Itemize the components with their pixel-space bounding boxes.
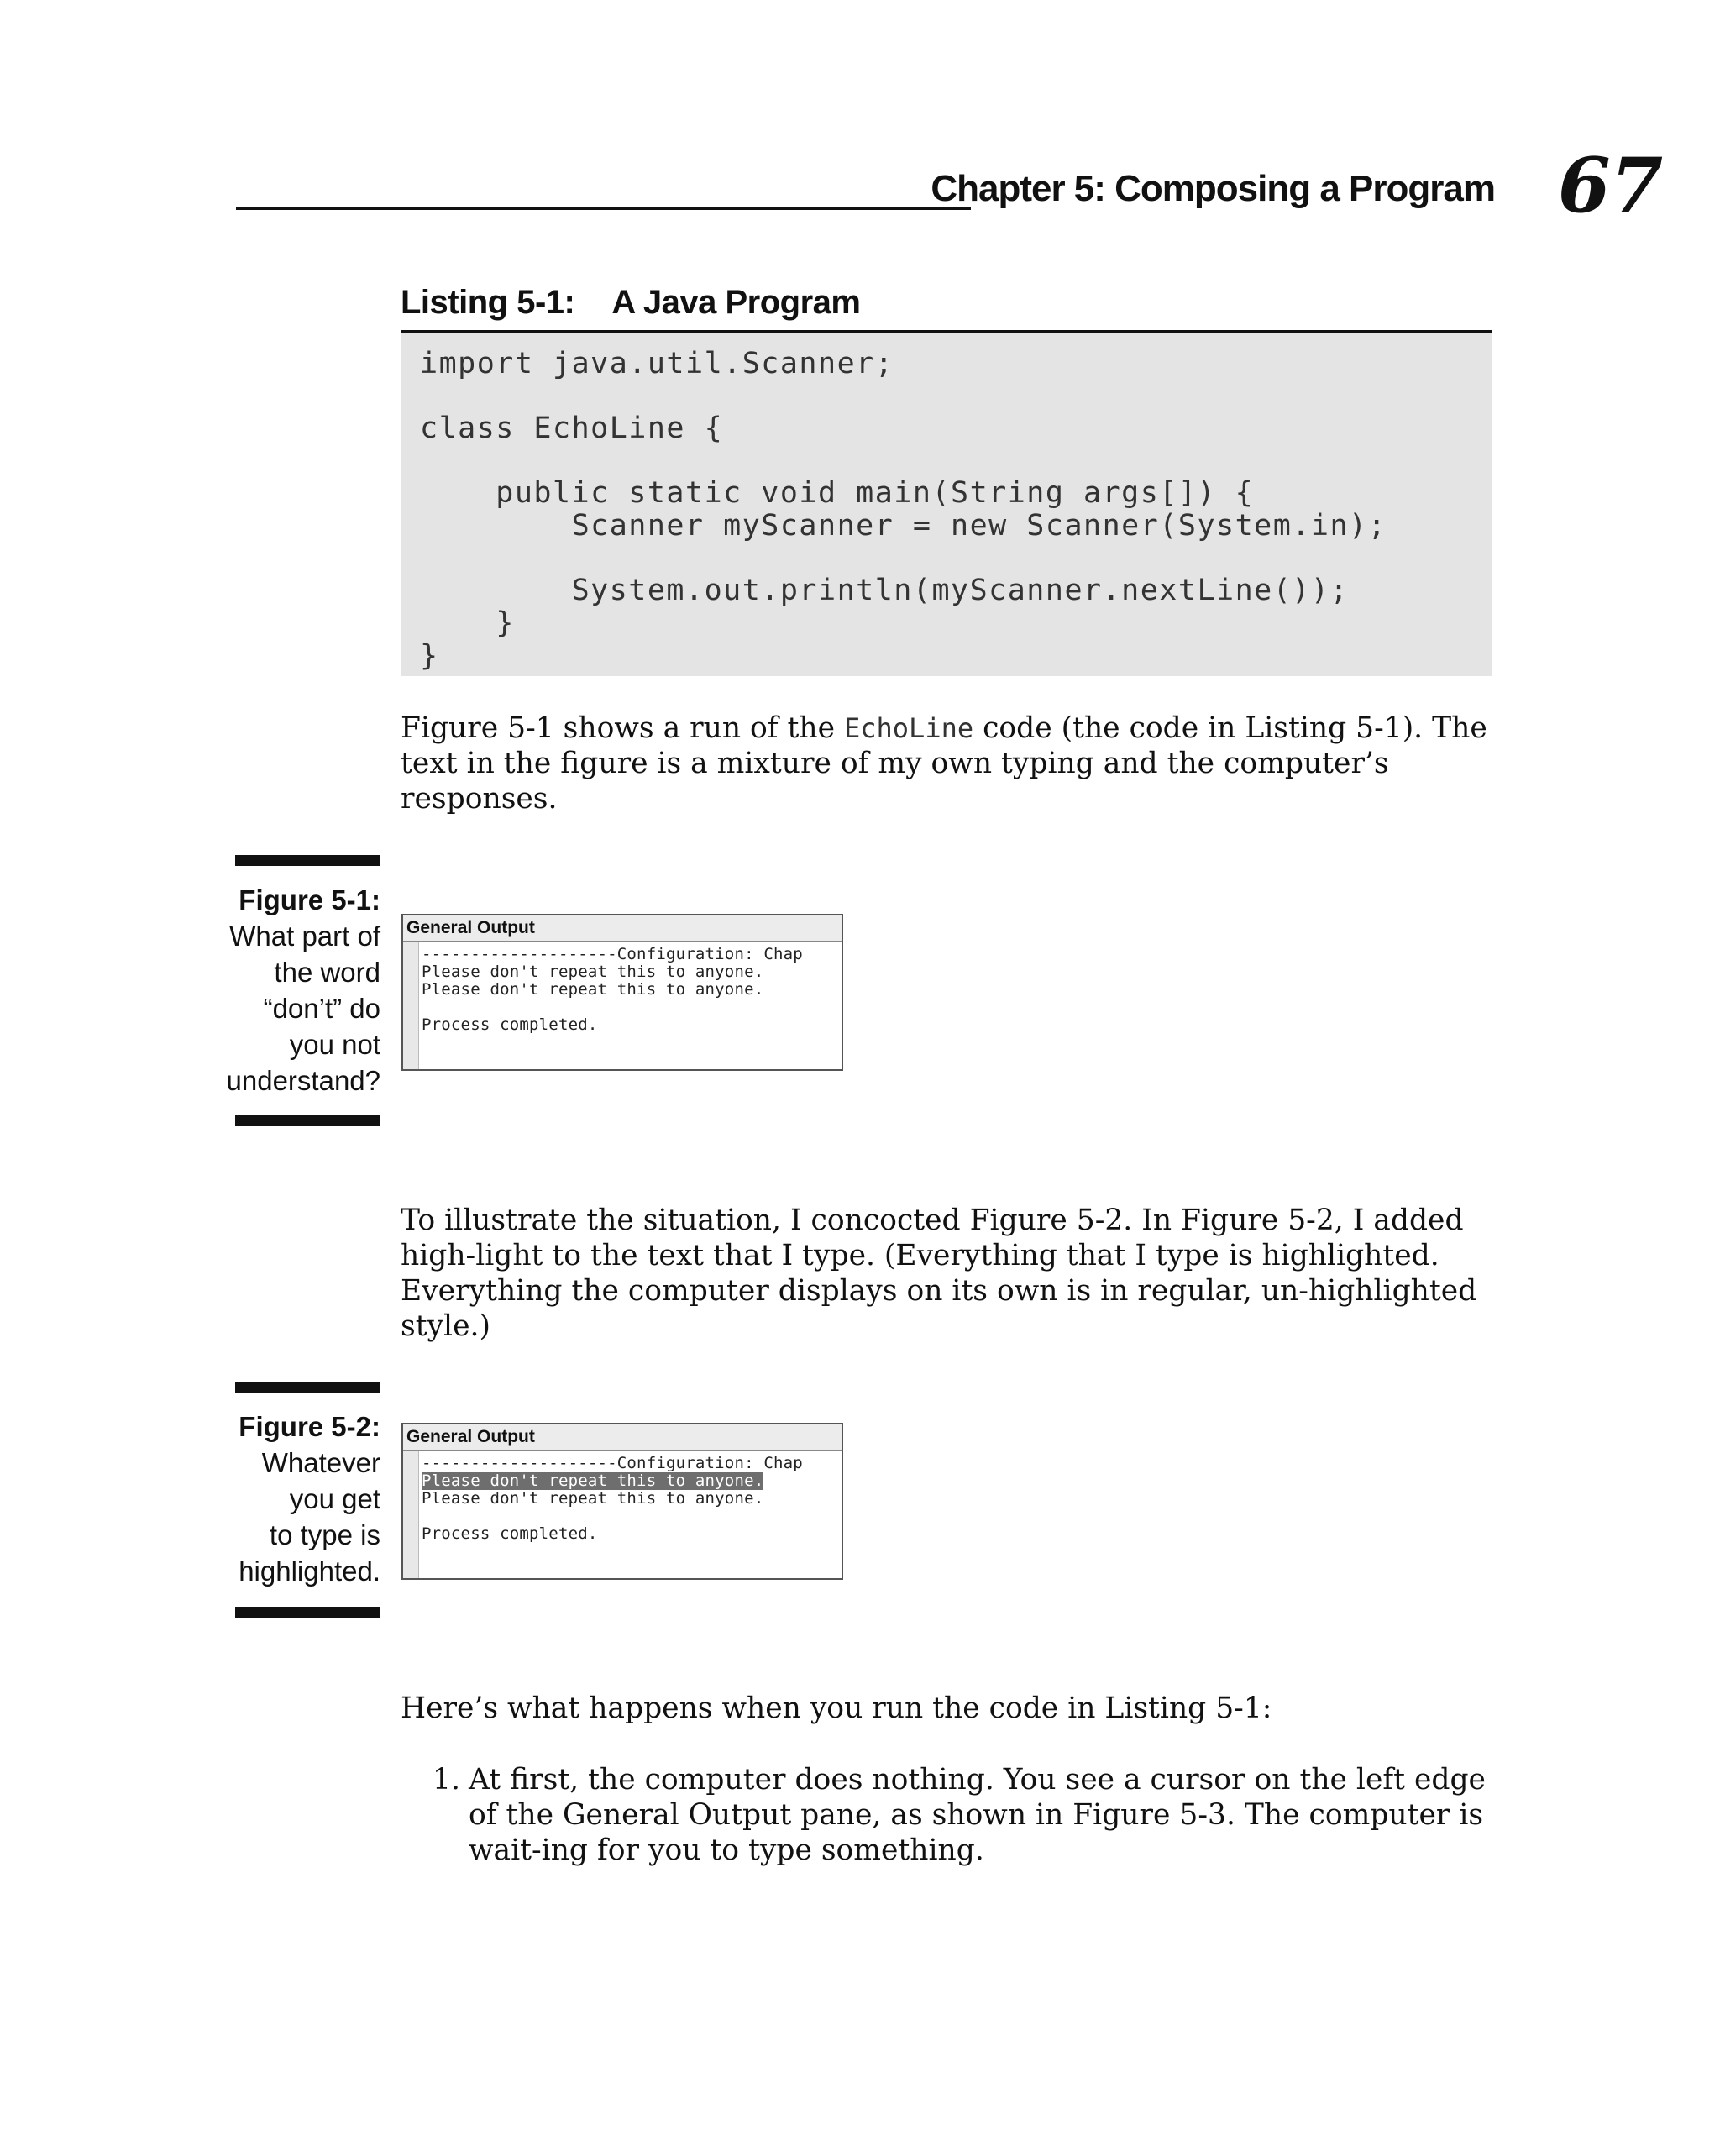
caption-line: highlighted. xyxy=(239,1555,380,1587)
output-line: Process completed. xyxy=(422,1015,598,1034)
caption-line: you not xyxy=(289,1029,380,1060)
code-line: } xyxy=(420,606,515,640)
listing-heading xyxy=(401,284,1492,322)
code-line: import java.util.Scanner; xyxy=(420,347,894,380)
output-line: --------------------Configuration: Chap xyxy=(422,945,803,963)
figure-caption xyxy=(202,882,380,1099)
code-line: System.out.println(myScanner.nextLine()); xyxy=(420,574,1350,607)
header-rule xyxy=(236,207,971,210)
panel-title: General Output xyxy=(403,1424,842,1451)
caption-line: “don’t” do xyxy=(263,993,380,1024)
list-item-number: 1. xyxy=(433,1763,460,1797)
listing-label: Listing 5-1: xyxy=(401,284,575,321)
output-line: Please don't repeat this to anyone. xyxy=(422,963,764,981)
body-paragraph: Here’s what happens when you run the code in Listing 5-1: xyxy=(401,1692,1272,1725)
general-output-panel xyxy=(401,914,843,1071)
caption-line: Whatever xyxy=(261,1447,380,1478)
figure-label: Figure 5-1: xyxy=(239,884,380,915)
output-line: Process completed. xyxy=(422,1524,598,1543)
panel-gutter xyxy=(403,1451,419,1578)
figure-bar-bottom xyxy=(235,1115,380,1126)
page-number: 67 xyxy=(1558,141,1664,230)
figure-bar-top xyxy=(235,1382,380,1393)
inline-code: EchoLine xyxy=(843,712,974,744)
highlighted-output-line: Please don't repeat this to anyone. xyxy=(422,1471,764,1490)
chapter-title: Chapter 5: Composing a Program xyxy=(931,168,1495,209)
figure-bar-top xyxy=(235,855,380,866)
para-text: Figure 5-1 shows a run of the xyxy=(401,711,844,745)
code-line: } xyxy=(420,639,439,673)
caption-line: to type is xyxy=(269,1519,380,1550)
list-item-text: At first, the computer does nothing. You see a cursor on the left edge of the General Output pane, as shown in Figure 5-3. The computer is wait-ing for you to type something. xyxy=(469,1763,1486,1867)
code-line: class EchoLine { xyxy=(420,412,724,445)
figure-caption xyxy=(202,1408,380,1589)
output-line: Please don't repeat this to anyone. xyxy=(422,980,764,999)
code-line: Scanner myScanner = new Scanner(System.in); xyxy=(420,509,1387,543)
output-line: --------------------Configuration: Chap xyxy=(422,1454,803,1472)
figure-label: Figure 5-2: xyxy=(239,1411,380,1442)
panel-title: General Output xyxy=(403,915,842,942)
caption-line: What part of xyxy=(229,921,380,952)
listing-title: A Java Program xyxy=(611,284,861,321)
caption-line: understand? xyxy=(226,1065,380,1096)
general-output-panel xyxy=(401,1423,843,1580)
output-line: Please don't repeat this to anyone. xyxy=(422,1489,764,1508)
figure-bar-bottom xyxy=(235,1607,380,1618)
panel-gutter xyxy=(403,942,419,1069)
code-listing xyxy=(401,333,1492,676)
body-paragraph: To illustrate the situation, I concocted Figure 5-2. In Figure 5-2, I added high-light to the text that I type. (Everything that I type is highlighted. Everything the computer displays on its own is in regular, un-highlighted style.) xyxy=(401,1204,1477,1343)
code-line: public static void main(String args[]) { xyxy=(420,476,1255,510)
body-paragraph xyxy=(401,711,1492,816)
caption-line: the word xyxy=(274,957,380,988)
caption-line: you get xyxy=(289,1483,380,1514)
para-text: code (the code in Listing 5-1). The text in the figure is a mixture of my own typing and the computer’s responses. xyxy=(401,711,1487,816)
